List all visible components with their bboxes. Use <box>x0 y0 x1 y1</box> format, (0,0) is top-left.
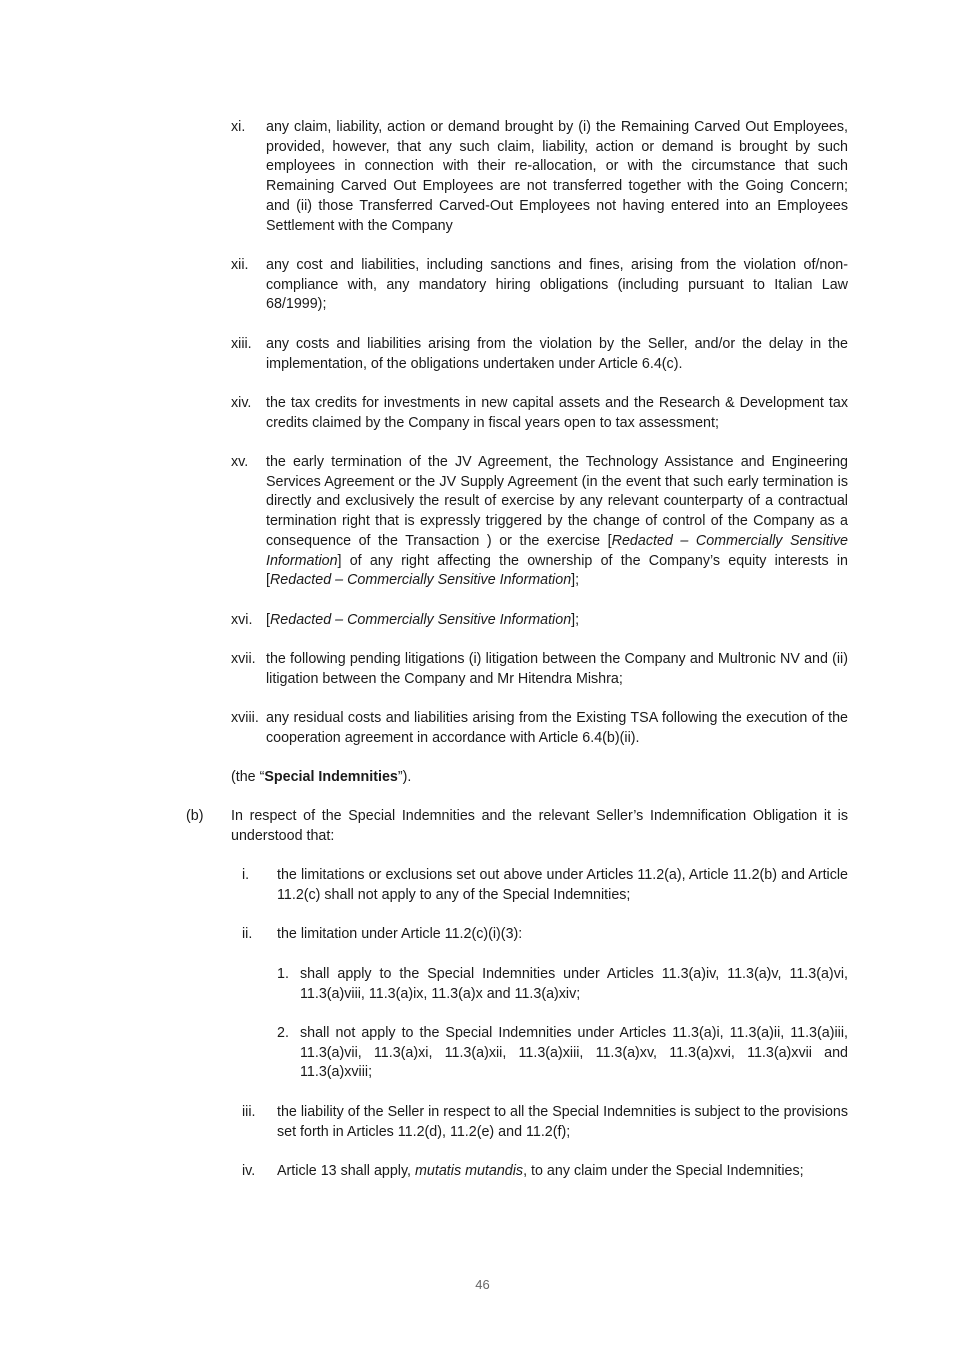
item-text: the liability of the Seller in respect to all the Special Indemnities is subject to the provisions set forth in Articles 11.2(d), 11.2(e) and 11.2(f); <box>277 1104 848 1140</box>
item-number: 1. <box>277 966 289 982</box>
sub-item-2 <box>277 1024 848 1083</box>
section-number: (b) <box>186 808 204 824</box>
list-item-xv <box>231 453 848 591</box>
item-number: iii. <box>242 1104 256 1120</box>
item-number: xviii. <box>231 710 259 726</box>
section-b-item-iii <box>242 1103 848 1142</box>
redacted-note: Redacted – Commercially Sensitive Information <box>269 572 572 589</box>
section-text: In respect of the Special Indemnities and the relevant Seller’s Indemnification Obligation it is understood that: <box>231 808 848 844</box>
defined-term: Special Indemnities <box>264 769 398 785</box>
item-number: xiii. <box>231 336 252 352</box>
redacted-note: Redacted – Commercially Sensitive Information <box>269 612 572 628</box>
item-text: shall apply to the Special Indemnities under Articles 11.3(a)iv, 11.3(a)v, 11.3(a)vi, 11.3(a)viii, 11.3(a)ix, 11.3(a)x and 11.3(a)xiv; <box>300 966 848 1002</box>
list-item-xvi <box>231 611 848 631</box>
item-text: any residual costs and liabilities arising from the Existing TSA following the execution of the cooperation agreement in accordance with Article 6.4(b)(ii). <box>266 710 848 746</box>
redacted-note: Redacted – Commercially Sensitive Information <box>266 532 849 569</box>
section-b-item-i <box>242 866 848 905</box>
list-item-xi <box>231 118 848 236</box>
item-text: the early termination of the JV Agreement, the Technology Assistance and Engineering Services Agreement or the JV Supply Agreement (in the event that such early termination is directly and exclusively the result of exercise by any relevant counterparty of a contractual termination right that is expressly triggered by the change of control of the Company as a consequence of the Transaction ) or the exercise [Redacted – Commercially Sensitive Information] of any right affecting the ownership of the Company’s equity interests in [Redacted – Commercially Sensitive Information]; <box>266 454 849 589</box>
item-number: 2. <box>277 1025 289 1041</box>
item-number: xvii. <box>231 651 256 667</box>
list-item-xvii <box>231 650 848 689</box>
item-number: xii. <box>231 257 249 273</box>
list-item-xviii <box>231 709 848 748</box>
item-text: shall not apply to the Special Indemnities under Articles 11.3(a)i, 11.3(a)ii, 11.3(a)iii, 11.3(a)vii, 11.3(a)xi, 11.3(a)xii, 11.3(a)xiii, 11.3(a)xv, 11.3(a)xvi, 11.3(a)xvii and 11.3(a)xviii; <box>300 1025 848 1081</box>
item-number: ii. <box>242 926 253 942</box>
list-item-xii <box>231 256 848 315</box>
item-text: [Redacted – Commercially Sensitive Information]; <box>266 612 580 628</box>
sub-item-1 <box>277 965 848 1004</box>
item-number: xv. <box>231 454 249 470</box>
definition-line: (the “Special Indemnities”). <box>231 769 412 785</box>
list-item-xiv <box>231 394 848 433</box>
page-number: 46 <box>475 1277 490 1292</box>
item-text: the tax credits for investments in new capital assets and the Research & Development tax credits claimed by the Company in fiscal years open to tax assessment; <box>266 395 848 431</box>
item-number: iv. <box>242 1163 256 1179</box>
item-text: Article 13 shall apply, mutatis mutandis, to any claim under the Special Indemnities; <box>277 1163 804 1179</box>
list-item-xiii <box>231 335 848 374</box>
item-text: the limitations or exclusions set out above under Articles 11.2(a), Article 11.2(b) and Article 11.2(c) shall not apply to any of the Special Indemnities; <box>277 867 848 903</box>
item-number: xiv. <box>231 395 252 411</box>
item-number: xi. <box>231 119 246 135</box>
item-number: i. <box>242 867 250 883</box>
item-number: xvi. <box>231 612 253 628</box>
section-b-item-iv <box>242 1162 848 1182</box>
section-b <box>186 807 848 846</box>
item-text: any costs and liabilities arising from the violation by the Seller, and/or the delay in the implementation, of the obligations undertaken under Article 6.4(c). <box>266 336 848 372</box>
item-text: the following pending litigations (i) litigation between the Company and Multronic NV and (ii) litigation between the Company and Mr Hitendra Mishra; <box>266 651 848 687</box>
section-b-item-ii <box>242 925 848 945</box>
item-text: any claim, liability, action or demand brought by (i) the Remaining Carved Out Employees, provided, however, that any such claim, liability, action or demand is brought by such employees in connection with their re-allocation, or with the circumstance that such Remaining Carved Out Employees are not transferred together with the Going Concern; and (ii) those Transferred Carved-Out Employees not having entered into an Employees Settlement with the Company <box>266 119 848 234</box>
latin-phrase: mutatis mutandis <box>415 1163 524 1179</box>
item-text: any cost and liabilities, including sanctions and fines, arising from the violation of/non-compliance with, any mandatory hiring obligations (including pursuant to Italian Law 68/1999); <box>266 257 848 313</box>
item-text: the limitation under Article 11.2(c)(i)(3): <box>277 926 523 942</box>
